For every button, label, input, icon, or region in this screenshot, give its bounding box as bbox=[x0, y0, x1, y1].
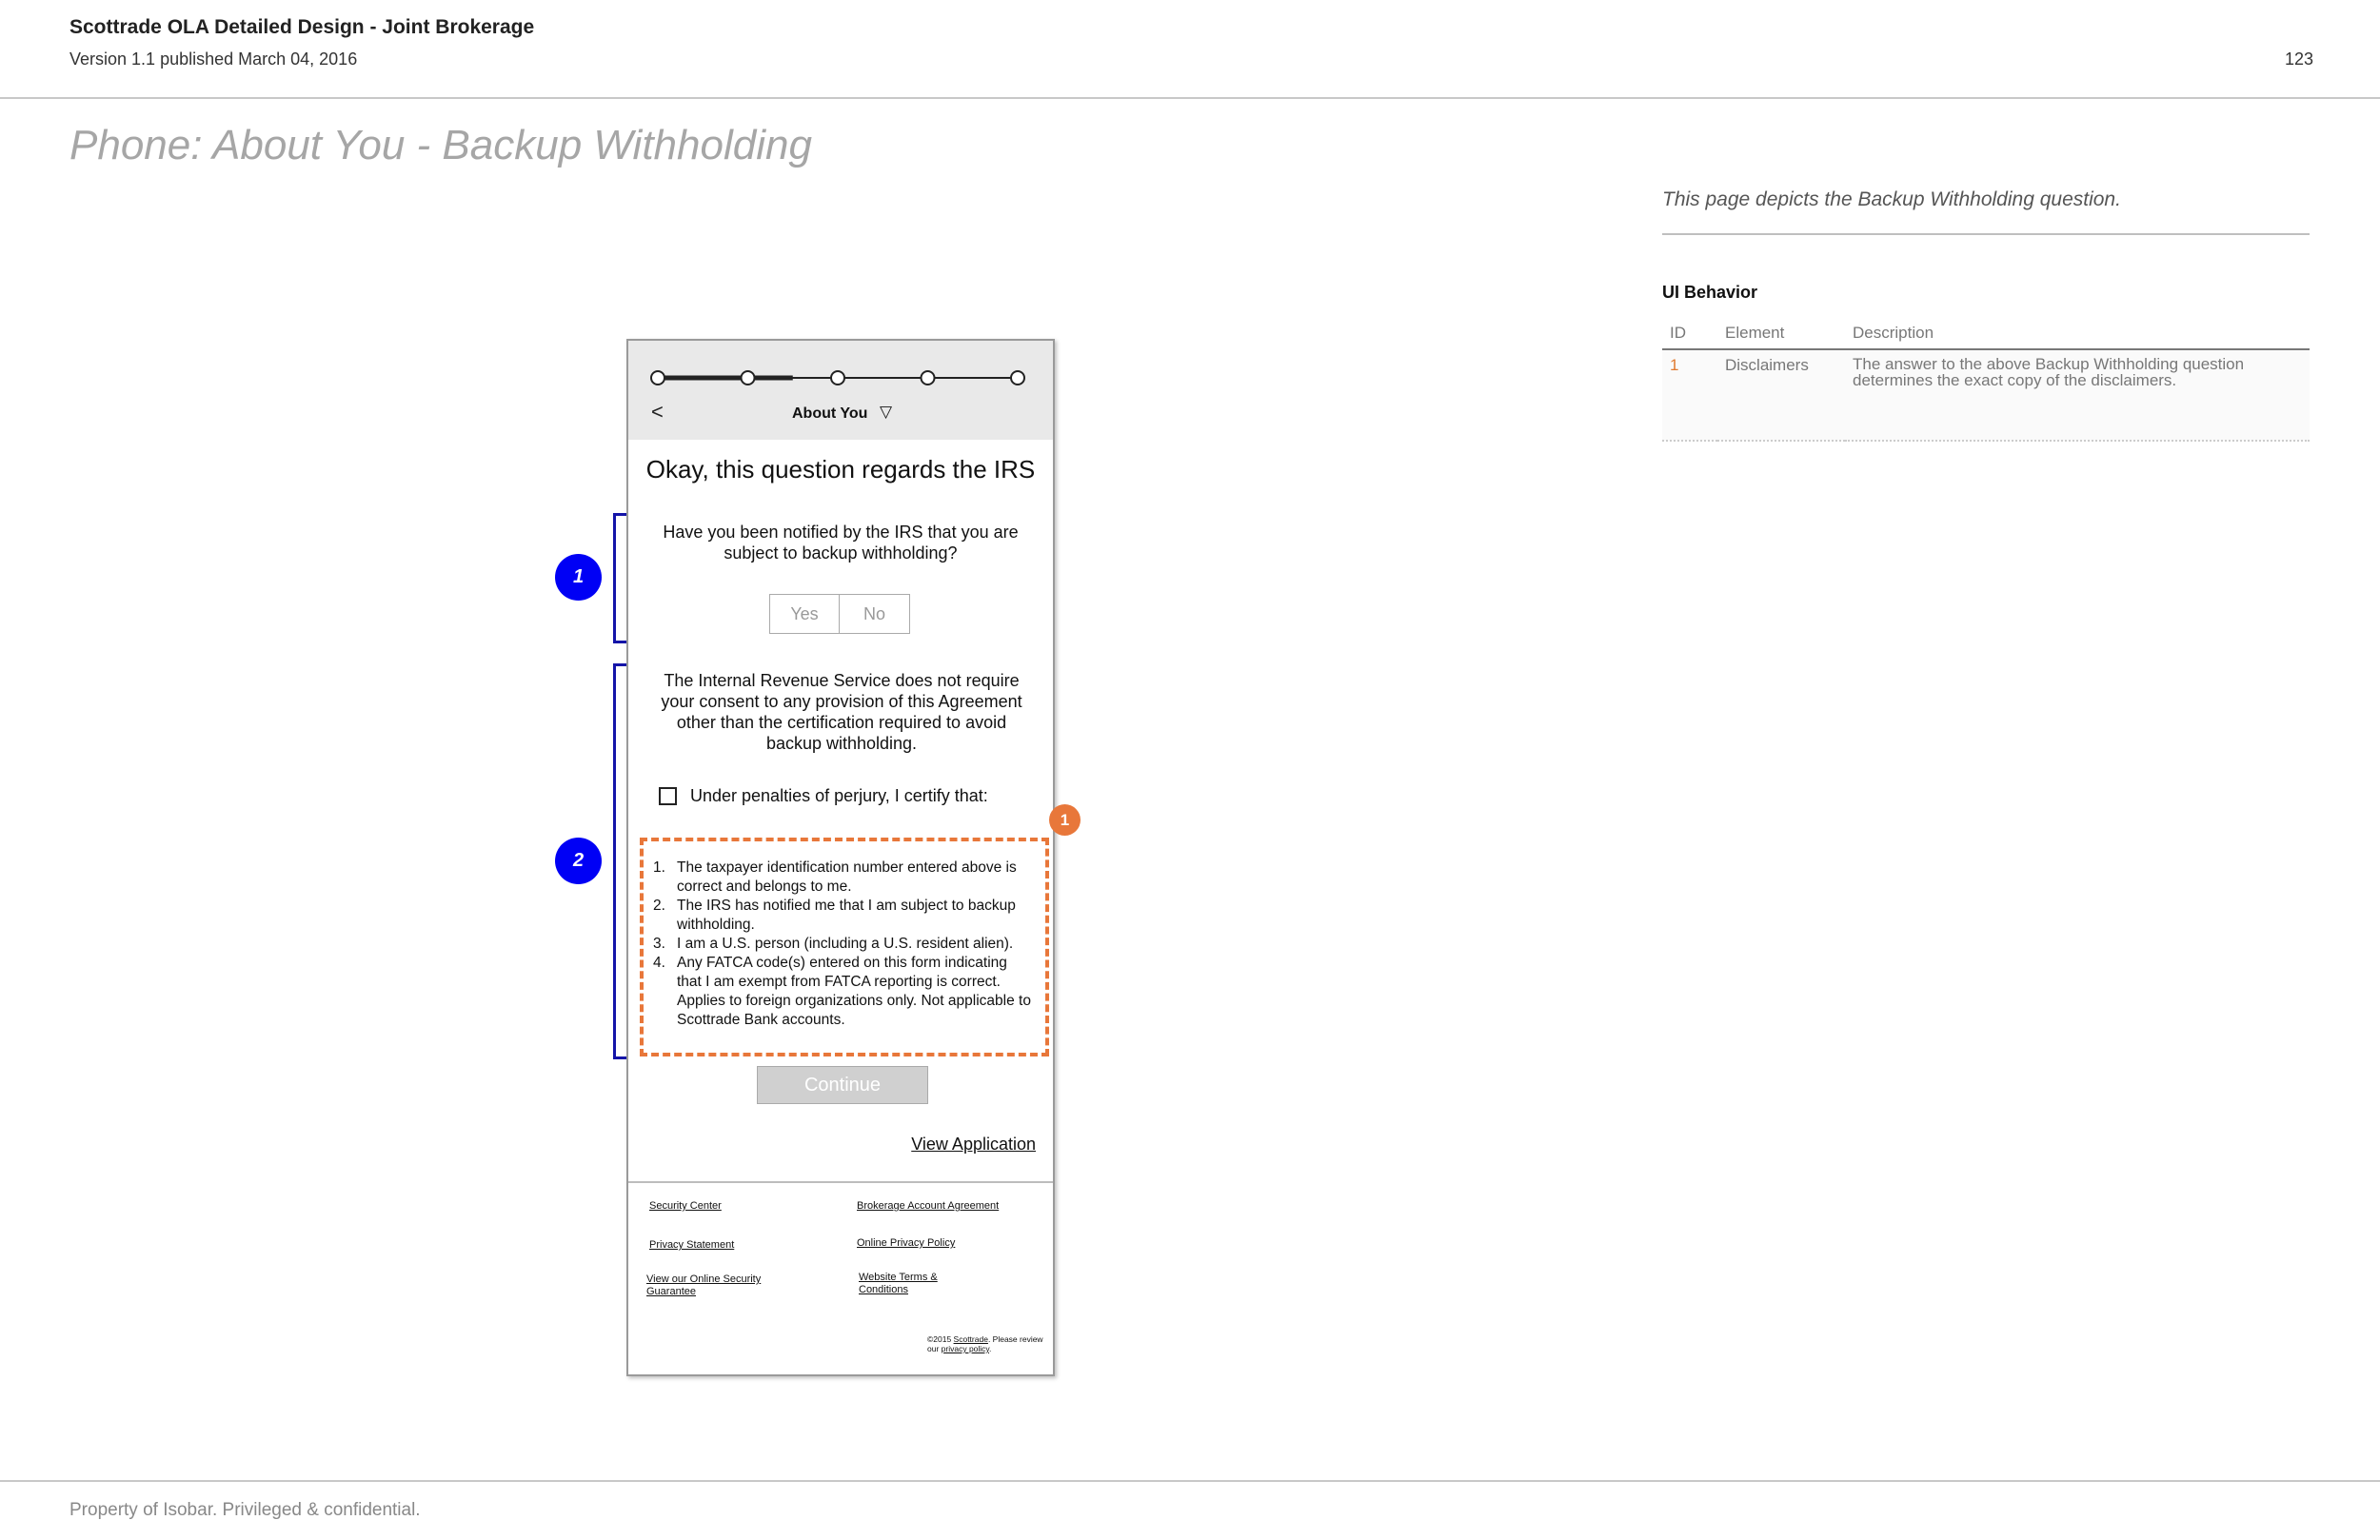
dropdown-triangle-icon[interactable]: ▽ bbox=[880, 403, 893, 421]
question-heading: Okay, this question regards the IRS bbox=[645, 455, 1036, 484]
progress-step-3 bbox=[831, 371, 844, 385]
page-title: Phone: About You - Backup Withholding bbox=[69, 122, 812, 168]
phone-mockup bbox=[626, 339, 1055, 1376]
column-header-id: ID bbox=[1662, 320, 1717, 349]
ui-behavior-title: UI Behavior bbox=[1662, 283, 1758, 302]
privacy-statement-link[interactable]: Privacy Statement bbox=[649, 1239, 735, 1251]
certify-checkbox[interactable] bbox=[659, 787, 677, 805]
website-terms-link[interactable]: Website Terms & Conditions bbox=[859, 1272, 938, 1295]
list-text: I am a U.S. person (including a U.S. resident alien). bbox=[677, 936, 1014, 952]
copyright-suffix: . bbox=[989, 1344, 992, 1353]
no-button[interactable]: No bbox=[840, 594, 910, 634]
list-number: 1. bbox=[653, 859, 665, 876]
footer-divider bbox=[0, 1480, 2380, 1482]
table-row bbox=[1662, 349, 2310, 441]
list-number: 3. bbox=[653, 936, 665, 952]
column-header-description: Description bbox=[1845, 320, 2310, 349]
disclaimers-box bbox=[640, 838, 1049, 1056]
section-dropdown-label[interactable]: About You bbox=[792, 405, 868, 422]
certify-row bbox=[659, 786, 988, 806]
scottrade-link[interactable]: Scottrade bbox=[953, 1334, 988, 1344]
description-divider bbox=[1662, 233, 2310, 235]
irs-consent-note: The Internal Revenue Service does not require your consent to any provision of this Agreement other than the certification required to avoid backup withholding. bbox=[661, 671, 1022, 753]
progress-step-5 bbox=[1011, 371, 1024, 385]
row-id: 1 bbox=[1662, 349, 1717, 441]
copyright-middle: . Please review our bbox=[927, 1334, 1043, 1353]
annotation-marker-1: 1 bbox=[555, 554, 602, 601]
list-text: The IRS has notified me that I am subject to backup withholding. bbox=[677, 898, 1016, 933]
list-item bbox=[653, 954, 1034, 1030]
header-divider bbox=[0, 97, 2380, 99]
progress-step-1 bbox=[651, 371, 664, 385]
brokerage-agreement-link[interactable]: Brokerage Account Agreement bbox=[857, 1200, 1000, 1212]
list-item bbox=[653, 935, 1034, 954]
ui-behavior-table bbox=[1662, 320, 2310, 442]
annotation-marker-2: 2 bbox=[555, 838, 602, 884]
phone-footer-divider bbox=[628, 1181, 1053, 1183]
progress-step-4 bbox=[922, 371, 935, 385]
security-center-link[interactable]: Security Center bbox=[649, 1200, 722, 1212]
security-guarantee-link[interactable]: View our Online Security Guarantee bbox=[646, 1273, 762, 1297]
document-title: Scottrade OLA Detailed Design - Joint Brokerage bbox=[69, 16, 535, 38]
continue-button[interactable]: Continue bbox=[757, 1066, 928, 1104]
list-text: Any FATCA code(s) entered on this form indicating that I am exempt from FATCA reporting is correct. Applies to foreign organizations only. Not applicable to Scottrade Bank accounts. bbox=[677, 955, 1031, 1028]
view-application-link[interactable]: View Application bbox=[911, 1135, 1036, 1154]
page-description: This page depicts the Backup Withholding question. bbox=[1662, 188, 2121, 210]
copyright-prefix: ©2015 bbox=[927, 1334, 954, 1344]
row-description: The answer to the above Backup Withholding question determines the exact copy of the disclaimers. bbox=[1845, 349, 2310, 441]
phone-header bbox=[628, 341, 1053, 440]
backup-withholding-question: Have you been notified by the IRS that you are subject to backup withholding? bbox=[663, 523, 1019, 563]
copyright-notice bbox=[927, 1334, 1051, 1353]
yes-button[interactable]: Yes bbox=[769, 594, 840, 634]
progress-step-2 bbox=[742, 371, 755, 385]
confidentiality-notice: Property of Isobar. Privileged & confidential. bbox=[69, 1500, 421, 1520]
privacy-policy-link[interactable]: privacy policy bbox=[941, 1344, 990, 1353]
certify-label: Under penalties of perjury, I certify that: bbox=[690, 786, 988, 805]
page-number: 123 bbox=[2284, 49, 2313, 69]
list-item bbox=[653, 859, 1034, 897]
list-item bbox=[653, 897, 1034, 935]
table-header-row bbox=[1662, 320, 2310, 349]
document-version: Version 1.1 published March 04, 2016 bbox=[69, 49, 358, 69]
online-privacy-link[interactable]: Online Privacy Policy bbox=[857, 1237, 956, 1249]
column-header-element: Element bbox=[1717, 320, 1845, 349]
list-number: 4. bbox=[653, 955, 665, 971]
list-text: The taxpayer identification number entered above is correct and belongs to me. bbox=[677, 859, 1017, 895]
back-button[interactable]: < bbox=[651, 400, 664, 424]
certification-list bbox=[653, 859, 1034, 1030]
yes-no-toggle bbox=[769, 594, 910, 634]
annotation-badge-1: 1 bbox=[1049, 804, 1081, 836]
row-element: Disclaimers bbox=[1717, 349, 1845, 441]
list-number: 2. bbox=[653, 898, 665, 914]
progress-tracker bbox=[647, 364, 1038, 392]
